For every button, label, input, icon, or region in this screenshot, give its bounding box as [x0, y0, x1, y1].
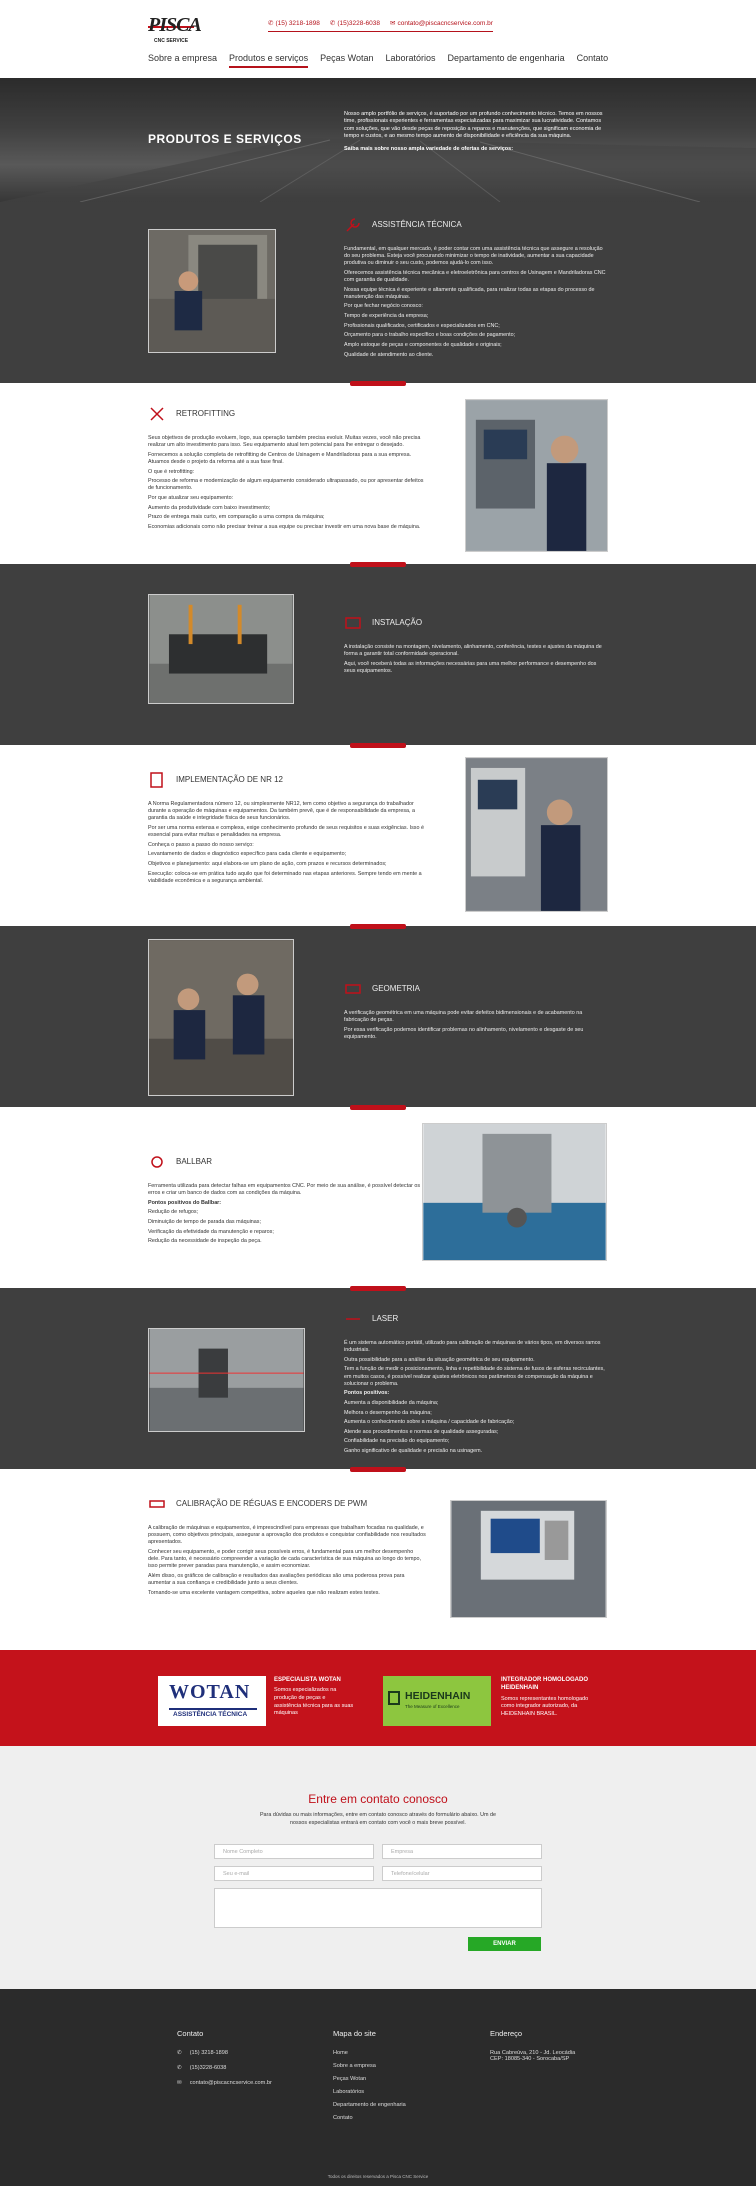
laser-p9: Ganho significativo de qualidade e precisão na usinagem. [344, 1448, 483, 1454]
main-nav [148, 53, 620, 68]
section-ballbar [0, 1107, 756, 1288]
calibracao-p3: Tornando-se uma excelente vantagem competitiva, sobre aqueles que não realizam estes testes. [148, 1589, 380, 1596]
logo-subtitle: CNC SERVICE [154, 38, 189, 44]
nav-sobre[interactable]: Sobre a empresa [148, 53, 218, 63]
heidenhain-logo-text: HEIDENHAIN [405, 1690, 471, 1702]
assistencia-p7: Amplo estoque de peças e componentes de qualidade e originais; [344, 341, 502, 348]
retrofitting-title: RETROFITTING [148, 405, 426, 423]
site-footer [0, 1989, 756, 2186]
retrofitting-body [148, 405, 426, 533]
ballbar-p0: Ferramenta utilizada para detectar falhas em equipamentos CNC. Por meio de sua análise, é possível detectar os erros e criar um banco de dados com as condições da máquina. [148, 1183, 421, 1197]
laser-p7: Atende aos procedimentos e normas de qualidade asseguradas; [344, 1428, 499, 1435]
calibracao-p1: Conhecer seu equipamento, e poder corrigir seus possíveis erros, é fundamental para um melhor desempenho dele. Para tanto, é necessário compreender a variação de cada característica de sua máquina ao longo do tempo, isso permite prever paradas para manutenção, e assim economizar. [148, 1548, 421, 1570]
page-title: PRODUTOS E SERVIÇOS [148, 132, 302, 146]
hero-banner [0, 78, 756, 202]
mail-icon: ✉ [177, 2080, 182, 2086]
footer-link-engenharia[interactable]: Departamento de engenharia [333, 2102, 406, 2108]
section-divider [350, 1286, 406, 1291]
phone-input[interactable] [382, 1866, 542, 1881]
ballbar-body [148, 1153, 426, 1248]
laser-photo [148, 1328, 305, 1432]
laser-p6: Aumenta o conhecimento sobre a máquina / capacidade de fabricação; [344, 1419, 515, 1426]
heidenhain-logo-subtitle: The Measure of Excellence [405, 1704, 460, 1709]
phone-icon: ✆ [177, 2065, 182, 2071]
nr12-p0: A Norma Regulamentadora número 12, ou simplesmente NR12, tem como objetivo a segurança do trabalhador durante a operação de máquinas e equipamentos. Da também prevê, que é de responsabilidade da empresa, a garantia da saúde e integridade física de seus funcionários. [148, 801, 416, 822]
footer-email[interactable]: ✉ contato@piscacncservice.com.br [177, 2080, 272, 2086]
footer-address [490, 2029, 575, 2062]
footer-contact-title: Contato [177, 2029, 204, 2038]
geometria-body [344, 980, 606, 1044]
footer-link-pecas[interactable]: Peças Wotan [333, 2076, 367, 2082]
laser-p5: Melhora o desempenho da máquina; [344, 1409, 432, 1416]
nr12-photo [465, 757, 608, 912]
nav-contato[interactable]: Contato [576, 53, 609, 63]
nav-pecas[interactable]: Peças Wotan [320, 53, 374, 63]
laser-p4: Aumenta a disponibilidade da máquina; [344, 1399, 439, 1406]
wotan-title: ESPECIALISTA WOTAN [274, 1677, 341, 1683]
message-textarea[interactable] [214, 1888, 542, 1928]
laser-icon [344, 1310, 362, 1328]
geometria-p0: A verificação geométrica em uma máquina pode evitar defeitos bidimensionais e de acabamento na fabricação de peças. [344, 1010, 583, 1024]
retrofitting-p2: O que é retrofitting: [148, 468, 195, 475]
section-retrofitting [0, 383, 756, 564]
assistencia-p6: Orçamento para o trabalho específico e boas condições de pagamento; [344, 332, 516, 339]
assistencia-p8: Qualidade de atendimento ao cliente. [344, 351, 434, 358]
wrench-icon [344, 216, 362, 234]
hero-bold: Saiba mais sobre nosso ampla variedade de ofertas de serviços: [344, 145, 514, 152]
assistencia-p2: Nossa equipe técnica é experiente e altamente qualificada, para realizar todas as etapas do processo de manutenção das máquinas. [344, 286, 595, 300]
geometria-title: GEOMETRIA [344, 980, 606, 998]
laser-p3: Pontos positivos: [344, 1390, 390, 1397]
section-divider [350, 1105, 406, 1110]
laser-p8: Confiabilidade na precisão do equipamento; [344, 1438, 450, 1445]
site-header [0, 0, 756, 78]
contact-title: Entre em contato conosco [308, 1792, 448, 1806]
nr12-p2: Conheça o passo a passo do nosso serviço: [148, 841, 254, 848]
header-email[interactable]: ✉ contato@piscacncservice.com.br [390, 20, 493, 27]
laser-p1: Outra possibilidade para a análise da situação geométrica de seu equipamento. [344, 1356, 535, 1363]
instalacao-title: INSTALAÇÃO [344, 614, 606, 632]
gear-icon [148, 1153, 166, 1171]
header-phone2[interactable]: ✆ (15)3228-6038 [329, 20, 381, 27]
instalacao-photo [148, 594, 294, 704]
assistencia-p4: Tempo de experiência da empresa; [344, 313, 429, 319]
calibracao-body [148, 1495, 426, 1599]
gauge-icon [344, 980, 362, 998]
section-divider [350, 1467, 406, 1472]
phone-icon: ✆ [329, 20, 336, 27]
footer-link-laboratorios[interactable]: Laboratórios [333, 2089, 365, 2095]
ballbar-p4: Verificação da efetividade da manutenção e reparos; [148, 1228, 274, 1235]
nav-produtos[interactable]: Produtos e serviços [229, 53, 308, 68]
nav-laboratorios[interactable]: Laboratórios [385, 53, 436, 63]
footer-link-home[interactable]: Home [333, 2050, 348, 2056]
section-divider [350, 924, 406, 929]
retrofitting-p6: Prazo de entrega mais curto, em comparação a uma compra da máquina; [148, 514, 325, 521]
ballbar-p1: Pontos positivos do Ballbar: [148, 1199, 222, 1206]
email-input[interactable]: Seu e-mail [214, 1866, 374, 1881]
retrofitting-p0: Seus objetivos de produção evoluem, logo, sua operação também precisa evoluir. Muitas vezes, você não precisa realizar um alto investimento para isso. Seu equipamento atual tem potencial para lhe entregar o desejado. [148, 435, 421, 449]
retrofitting-photo [465, 399, 608, 552]
footer-address-title: Endereço [490, 2029, 523, 2038]
wotan-logo-line [169, 1708, 257, 1710]
contact-section [0, 1746, 756, 1989]
laser-title: LASER [344, 1310, 612, 1328]
wotan-text: Somos especializados na produção de peças e assistência técnica para as suas máquinas [274, 1687, 354, 1717]
heidenhain-mark [388, 1691, 400, 1705]
retrofitting-p3: Processo de reforma e modernização de algum equipamento considerado ultrapassado, ou por apresentar defeitos de funcionamento. [148, 478, 424, 492]
section-calibracao [0, 1469, 756, 1650]
laser-p0: É um sistema automático portátil, utilizado para calibração de máquinas de vários tipos, em diversos ramos industriais. [344, 1340, 601, 1354]
assistencia-title: ASSISTÊNCIA TÉCNICA [344, 216, 606, 234]
wotan-info [274, 1676, 354, 1718]
instalacao-p1: Aqui, você receberá todas as informações necessárias para uma melhor performance e desempenho dos seus equipamentos. [344, 660, 597, 674]
footer-phone1[interactable]: ✆ (15) 3218-1898 [177, 2050, 228, 2056]
geometria-photo [148, 939, 294, 1096]
tools-icon [148, 405, 166, 423]
section-laser [0, 1288, 756, 1469]
section-nr12 [0, 745, 756, 926]
logo-text: PISCA [148, 14, 201, 36]
assistencia-p1: Oferecemos assistência técnica mecânica e eletroeletrônica para centros de Usinagem e Mandriladoras CNC com garantia de qualidade. [344, 269, 606, 283]
document-icon [148, 771, 166, 789]
section-divider [350, 743, 406, 748]
ruler-icon [148, 1495, 166, 1513]
footer-address-line1: Rua Cabreúva, 210 - Jd. Leocádia [490, 2050, 576, 2056]
footer-link-sobre[interactable]: Sobre a empresa [333, 2063, 376, 2069]
name-input[interactable]: Nome Completo [214, 1844, 374, 1859]
footer-copyright: Todos os direitos reservados a Pisca CNC Service [327, 2174, 429, 2179]
nr12-p4: Objetivos e planejamento: aqui elabora-se um plano de ação, com prazos e recursos determinados; [148, 860, 387, 867]
footer-sitemap-title: Mapa do site [333, 2029, 376, 2038]
calibracao-p2: Além disso, os gráficos de calibração e resultados das avaliações periódicas são uma poderosa prova para aumentar a sua confiança e credibilidade junto a seus clientes. [148, 1572, 405, 1586]
footer-link-contato[interactable]: Contato [333, 2115, 353, 2121]
hero-intro: Nosso amplo portfólio de serviços, é suportado por um profundo conhecimento técnico. Temos em nossos time, profissionais experientes e ferramentas especializadas para maximizar sua lucratividade. Contamos com soluções, que vão desde peças de reposição a reparos e manutenções, que significam economia de tempo e custos, e ao mesmo tempo aumento de disponibilidade e eficiência da sua máquina. [344, 111, 603, 140]
retrofitting-p7: Economias adicionais como não precisar treinar a sua equipe ou precisar investir em uma nova base de máquina. [148, 523, 421, 530]
laser-body [344, 1310, 612, 1458]
retrofitting-p5: Aumento da produtividade com baixo investimento; [148, 504, 271, 511]
section-instalacao [0, 564, 756, 745]
machine-icon [344, 614, 362, 632]
mail-icon: ✉ [390, 20, 396, 27]
company-logo[interactable] [148, 14, 201, 44]
nav-engenharia[interactable]: Departamento de engenharia [447, 53, 565, 63]
ballbar-p3: Diminuição de tempo de parada das máquinas; [148, 1219, 261, 1225]
calibracao-title: CALIBRAÇÃO DE RÉGUAS E ENCODERS DE PWM [148, 1495, 426, 1513]
header-phone1[interactable]: ✆ (15) 3218-1898 [268, 20, 320, 27]
retrofitting-p4: Por que atualizar seu equipamento: [148, 494, 234, 501]
wotan-logo-text: WOTAN [169, 1681, 251, 1703]
contact-intro: Para dúvidas ou mais informações, entre em contato conosco através do formulário abaixo. Um de nossos especialistas entrará em contato com você o mais breve possível. [259, 1812, 497, 1826]
ballbar-p5: Redução da necessidade de inspeção da peça. [148, 1238, 262, 1245]
company-input[interactable]: Empresa [382, 1844, 542, 1859]
heidenhain-info [501, 1676, 593, 1719]
assistencia-photo [148, 229, 276, 353]
wotan-logo-subtitle: ASSISTÊNCIA TÉCNICA [173, 1711, 248, 1718]
geometria-p1: Por essa verificação podemos identificar problemas no alinhamento, nivelamento e desgaste de seu equipamento. [344, 1026, 584, 1040]
nr12-p5: Execução: coloca-se em prática tudo aquilo que foi determinado nas etapas anteriores. Sempre tendo em mente a viabilidade econômica e a segurança ambiental. [148, 870, 422, 884]
retrofitting-p1: Fornecemos a solução completa de retrofitting de Centros de Usinagem e Mandriladoras para a sua empresa. Atuamos desde o projeto da reforma até a sua fase final. [148, 451, 412, 465]
nr12-p3: Levantamento de dados e diagnóstico específico para cada cliente e equipamento; [148, 851, 347, 858]
assistencia-body [344, 216, 606, 361]
calibracao-p0: A calibração de máquinas e equipamentos, é imprescindível para empresas que trabalham focadas na qualidade, e possuem, como objetivos principais, assegurar a aprovação dos produtos e conquistar confiabilidade nos resultados apresentados. [148, 1525, 426, 1546]
wotan-logo[interactable] [158, 1676, 266, 1726]
heidenhain-title: INTEGRADOR HOMOLOGADO HEIDENHAIN [501, 1677, 588, 1692]
footer-phone2[interactable]: ✆ (15)3228-6038 [177, 2065, 227, 2071]
footer-contact [177, 2029, 272, 2095]
instalacao-p0: A instalação consiste na montagem, nivelamento, alinhamento, conferência, testes e ajustes da máquina de forma a garantir total conformidade operacional. [344, 644, 602, 658]
phone-placeholder: Telefone/celular [391, 1871, 430, 1877]
partners-band [0, 1650, 756, 1746]
section-geometria [0, 926, 756, 1107]
instalacao-body [344, 614, 606, 678]
ballbar-title: BALLBAR [148, 1153, 426, 1171]
heidenhain-text: Somos representantes homologado como integrador autorizado, da HEIDENHAIN BRASIL. [501, 1695, 589, 1718]
assistencia-p0: Fundamental, em qualquer mercado, é poder contar com uma assistência técnica que assegure a resolução do seu problema. Esteja você procurando minimizar o tempo de inatividade, aumentar a sua capacidade produtiva ou diminuir o seu custo, podemos ajudá-lo com isso. [344, 246, 603, 267]
section-divider [350, 562, 406, 567]
laser-p2: Tem a função de medir o posicionamento, linha e repetibilidade do sistema de fusos de esferas recirculantes, em muitos casos, é possível realizar ajustes eletrônicos nos parâmetros de compensação da máquina e solucionar o problema. [344, 1366, 605, 1387]
header-contacts [268, 19, 493, 32]
heidenhain-logo[interactable] [383, 1676, 491, 1726]
nr12-body [148, 771, 426, 887]
calibracao-photo [450, 1500, 607, 1618]
assistencia-p5: Profissionais qualificados, certificados e especializados em CNC; [344, 322, 500, 329]
send-button[interactable]: ENVIAR [468, 1937, 541, 1951]
nr12-title: IMPLEMENTAÇÃO DE NR 12 [148, 771, 426, 789]
phone-icon: ✆ [177, 2050, 182, 2056]
phone-icon: ✆ [268, 20, 274, 27]
section-assistencia [0, 202, 756, 383]
footer-address-line2: CEP: 18085-340 - Sorocaba/SP [490, 2056, 570, 2062]
nr12-p1: Por ser uma norma extensa e complexa, exige conhecimento profundo de seus requisitos e suas exigências. Isso é essencial para evitar multas e penalidades na empresa. [148, 824, 424, 838]
assistencia-p3: Por que fechar negócio conosco: [344, 303, 423, 310]
footer-sitemap [333, 2029, 406, 2128]
hero-text [344, 111, 606, 153]
section-divider [350, 381, 406, 386]
ballbar-p2: Redução de refugos; [148, 1209, 199, 1216]
ballbar-photo [422, 1123, 607, 1261]
